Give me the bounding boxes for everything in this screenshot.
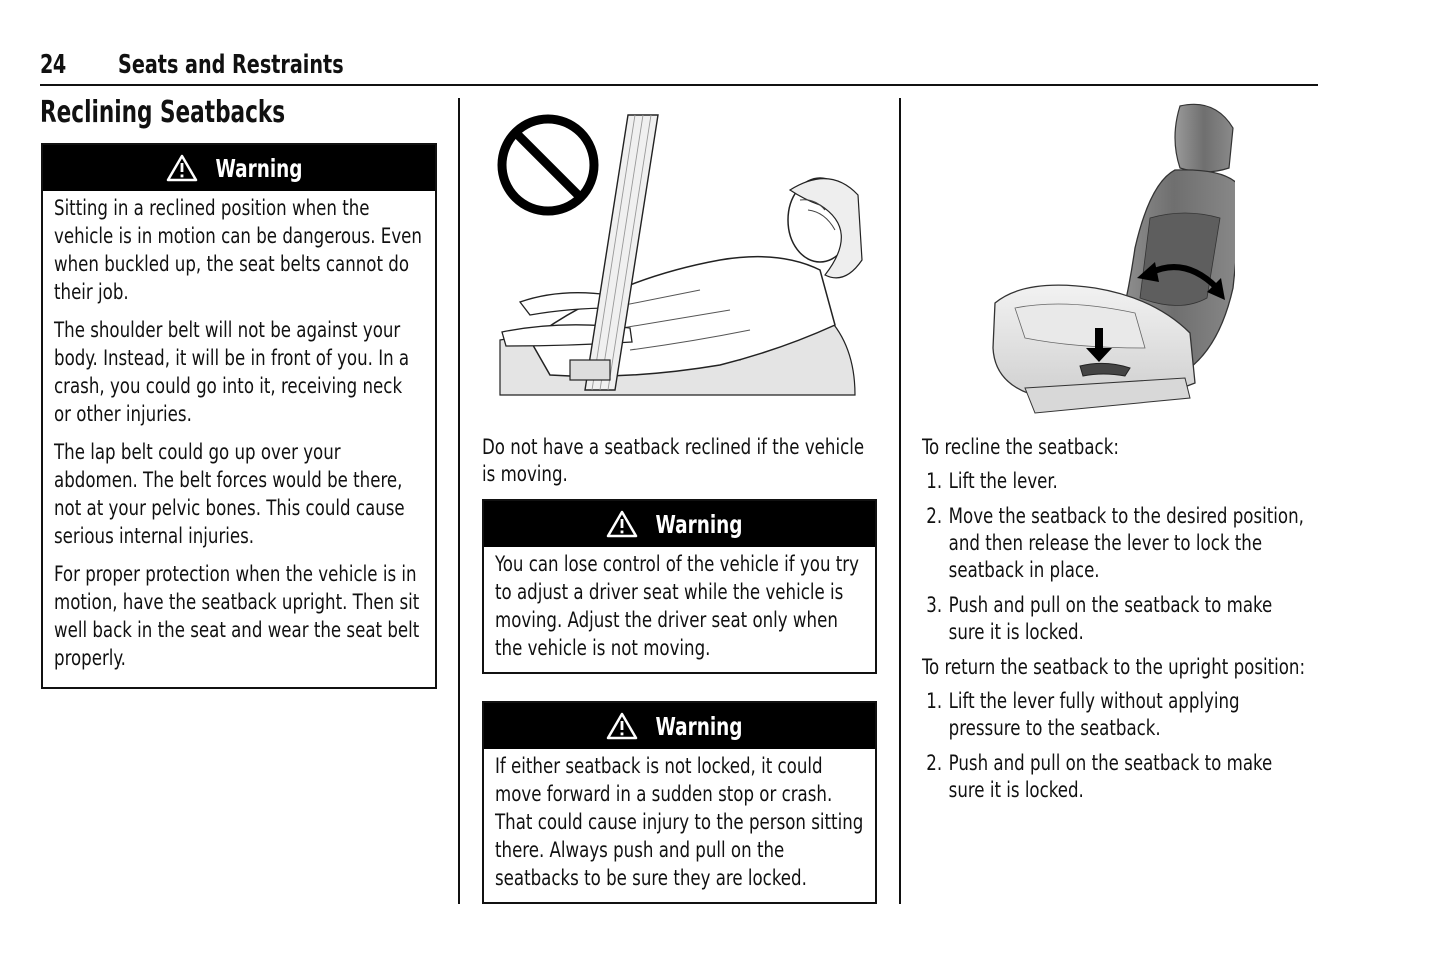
return-intro: To return the seatback to the upright position: [922, 655, 1306, 680]
step-text: Push and pull on the seatback to make sure it is locked. [948, 593, 1273, 645]
step-number: 1. [926, 689, 943, 714]
warning-body [43, 191, 435, 679]
seat-recline-illustration [985, 98, 1235, 418]
warning-body [484, 547, 875, 669]
step-number: 2. [926, 751, 943, 776]
recline-step [922, 468, 1312, 495]
warning-paragraph: Sitting in a reclined position when the vehicle is in motion can be dangerous. Even when buckled up, the seat belts cannot do their job. [54, 196, 422, 305]
step-text: Lift the lever. [948, 469, 1058, 494]
middle-caption [482, 434, 877, 488]
warning-paragraph: The shoulder belt will not be against your body. Instead, it will be in front of you. In a crash, you could go into it, receiving neck or other injuries. [54, 318, 410, 427]
warning-paragraph: The lap belt could go up over your abdomen. The belt forces would be there, not at your pelvic bones. This could cause serious internal injuries. [54, 440, 405, 549]
warning-box-reclined [41, 143, 437, 689]
warning-header [43, 145, 435, 191]
step-text: Move the seatback to the desired position, and then release the lever to lock the seatback in place. [948, 504, 1304, 583]
recline-step [922, 503, 1312, 584]
section-title: Seats and Restraints [118, 50, 344, 80]
page-heading: Reclining Seatbacks [40, 95, 286, 130]
page-header [40, 48, 1318, 86]
warning-body [484, 749, 875, 899]
page-number: 24 [40, 50, 66, 80]
warning-triangle-icon [606, 712, 638, 740]
recline-step [922, 592, 1312, 646]
step-number: 3. [926, 593, 943, 618]
return-step [922, 688, 1312, 742]
column-divider [458, 98, 460, 904]
warning-header [484, 501, 875, 547]
reclined-occupant-illustration [490, 110, 865, 400]
recline-instructions [922, 434, 1312, 812]
warning-paragraph: You can lose control of the vehicle if you try to adjust a driver seat while the vehicle is moving. Adjust the driver seat only when the vehicle is not moving. [495, 552, 859, 661]
warning-box-driver-seat [482, 499, 877, 674]
warning-triangle-icon [606, 510, 638, 538]
warning-header [484, 703, 875, 749]
step-text: Push and pull on the seatback to make sure it is locked. [948, 751, 1273, 803]
warning-title: Warning [656, 711, 743, 741]
step-number: 2. [926, 504, 943, 529]
return-step [922, 750, 1312, 804]
warning-paragraph: For proper protection when the vehicle is in motion, have the seatback upright. Then sit well back in the seat and wear the seat belt properly. [54, 562, 420, 671]
warning-box-seatback-lock [482, 701, 877, 904]
warning-paragraph: If either seatback is not locked, it could move forward in a sudden stop or crash. That could cause injury to the person sitting there. Always push and pull on the seatbacks to be sure they are locked. [495, 754, 864, 891]
warning-title: Warning [215, 153, 303, 183]
recline-intro: To recline the seatback: [922, 435, 1119, 460]
caption-text: Do not have a seatback reclined if the vehicle is moving. [482, 435, 865, 487]
warning-triangle-icon [166, 154, 198, 182]
step-number: 1. [926, 469, 943, 494]
column-divider [899, 98, 901, 904]
warning-title: Warning [656, 509, 743, 539]
step-text: Lift the lever fully without applying pressure to the seatback. [948, 689, 1240, 741]
